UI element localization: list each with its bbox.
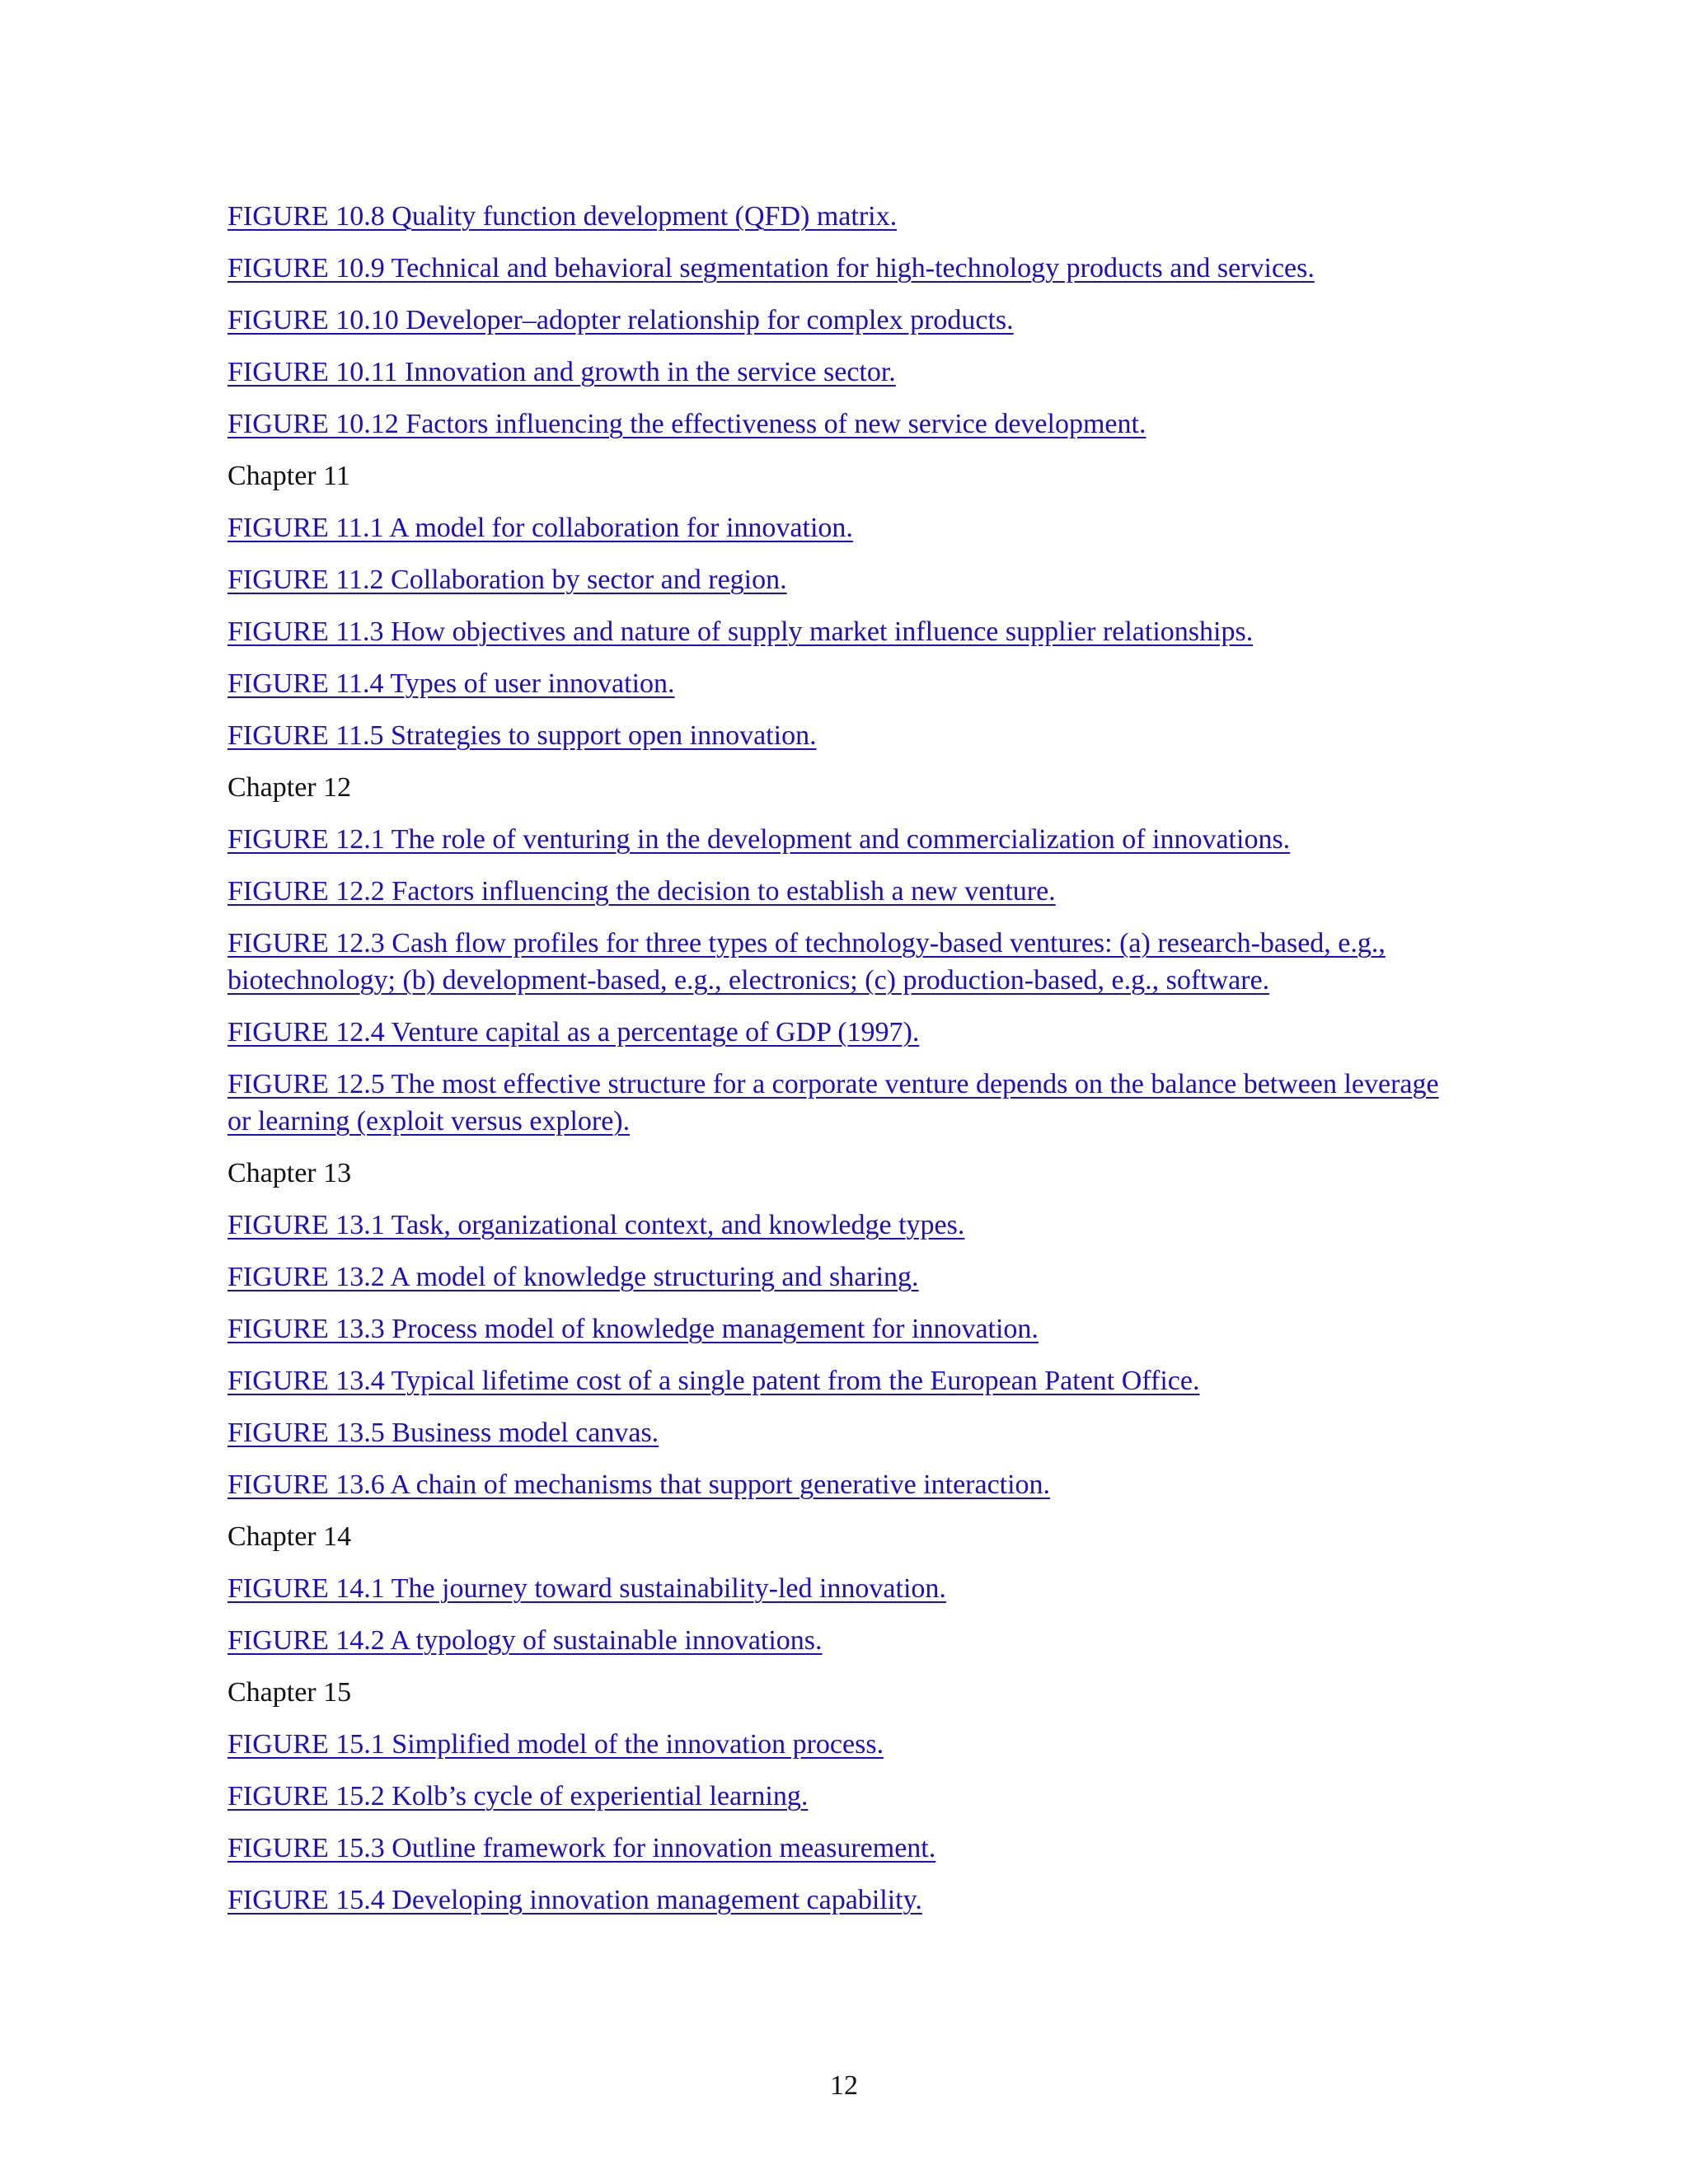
figure-link[interactable]: FIGURE 14.1 The journey toward sustainability-led innovation. [227,1573,946,1604]
figure-link[interactable]: FIGURE 10.9 Technical and behavioral segmentation for high-technology products and services. [227,253,1315,284]
figure-link[interactable]: FIGURE 15.1 Simplified model of the innovation process. [227,1729,884,1760]
figure-list-item [227,925,1464,999]
figure-link[interactable]: FIGURE 11.2 Collaboration by sector and region. [227,565,787,595]
figure-list-item [227,1778,1464,1815]
figure-list-item [227,1830,1464,1867]
figure-list-item [227,613,1464,650]
figure-link[interactable]: FIGURE 10.8 Quality function development (QFD) matrix. [227,201,898,232]
figure-link[interactable]: FIGURE 12.2 Factors influencing the decision to establish a new venture. [227,876,1056,907]
chapter-heading: Chapter 12 [227,772,352,803]
figure-link[interactable]: FIGURE 11.4 Types of user innovation. [227,668,675,699]
figure-list-item [227,1066,1464,1140]
figure-list-item [227,1014,1464,1051]
figure-list-item [227,250,1464,287]
figure-list-item [227,1466,1464,1503]
figure-link[interactable]: FIGURE 11.1 A model for collaboration for innovation. [227,513,853,543]
page-number: 12 [830,2070,858,2101]
figure-list-item [227,198,1464,235]
chapter-heading: Chapter 13 [227,1158,352,1188]
figure-link[interactable]: FIGURE 15.4 Developing innovation management capability. [227,1885,922,1915]
figure-list-item [227,302,1464,339]
chapter-heading: Chapter 14 [227,1521,352,1552]
figure-link[interactable]: FIGURE 11.5 Strategies to support open innovation. [227,720,817,751]
figure-link[interactable]: FIGURE 10.11 Innovation and growth in the service sector. [227,357,896,387]
figure-link[interactable]: FIGURE 15.3 Outline framework for innovation measurement. [227,1833,936,1863]
figure-list-item [227,561,1464,598]
figure-list-item [227,1362,1464,1399]
figure-link[interactable]: FIGURE 12.3 Cash flow profiles for three types of technology-based ventures: (a) research-based, e.g., biotechnology; (b) development-based, e.g., electronics; (c) production-based, e.g., software. [227,928,1386,996]
figure-list-item [227,821,1464,858]
figure-list-item [227,1726,1464,1763]
figure-list-item [227,1258,1464,1296]
figure-link[interactable]: FIGURE 12.1 The role of venturing in the development and commercialization of innovations. [227,824,1291,855]
figure-list-item [227,1414,1464,1451]
figure-link[interactable]: FIGURE 15.2 Kolb’s cycle of experiential learning. [227,1781,809,1811]
figure-link[interactable]: FIGURE 13.1 Task, organizational context, and knowledge types. [227,1210,965,1240]
figure-link[interactable]: FIGURE 14.2 A typology of sustainable innovations. [227,1625,823,1656]
figure-link[interactable]: FIGURE 13.4 Typical lifetime cost of a single patent from the European Patent Office. [227,1366,1200,1396]
chapter-heading: Chapter 11 [227,461,350,491]
figure-list-item [227,873,1464,910]
figure-list-item [227,1207,1464,1244]
figure-list-item [227,665,1464,702]
figure-link[interactable]: FIGURE 13.6 A chain of mechanisms that support generative interaction. [227,1469,1051,1500]
figure-list-item [227,405,1464,443]
figure-link[interactable]: FIGURE 12.5 The most effective structure for a corporate venture depends on the balance between leverage or learning (exploit versus explore). [227,1069,1439,1137]
figure-link[interactable]: FIGURE 10.10 Developer–adopter relationship for complex products. [227,305,1014,335]
figure-list-item [227,717,1464,754]
figure-list [227,198,1464,1933]
figure-list-item [227,354,1464,391]
figure-list-item [227,1570,1464,1607]
figure-list-item [227,1622,1464,1659]
figure-link[interactable]: FIGURE 11.3 How objectives and nature of supply market influence supplier relationships. [227,616,1254,647]
figure-list-item [227,1310,1464,1347]
figure-link[interactable]: FIGURE 13.2 A model of knowledge structuring and sharing. [227,1262,919,1292]
figure-link[interactable]: FIGURE 12.4 Venture capital as a percentage of GDP (1997). [227,1017,920,1047]
chapter-heading: Chapter 15 [227,1677,352,1708]
figure-link[interactable]: FIGURE 13.3 Process model of knowledge management for innovation. [227,1314,1039,1344]
figure-link[interactable]: FIGURE 10.12 Factors influencing the effectiveness of new service development. [227,409,1146,439]
figure-list-item [227,1882,1464,1919]
figure-link[interactable]: FIGURE 13.5 Business model canvas. [227,1418,659,1448]
figure-list-item [227,509,1464,546]
